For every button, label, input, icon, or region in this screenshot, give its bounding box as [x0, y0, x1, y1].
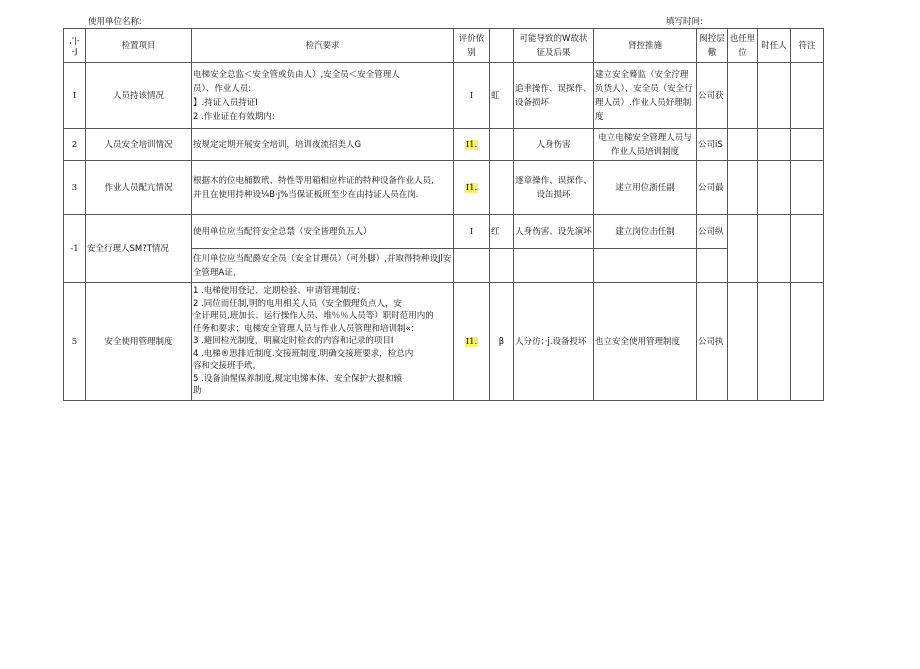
row-basis: I — [454, 215, 490, 249]
basis-highlight: I1. — [465, 336, 478, 347]
row-dept — [728, 215, 758, 283]
col-remark-header: 符注 — [791, 29, 824, 63]
inspection-table — [63, 28, 824, 401]
col-no-header: ,'|- -J — [64, 29, 86, 63]
table-row — [64, 215, 824, 249]
row-risk: 虹 — [490, 63, 514, 129]
requirement-line: 2 .同位而任制,明的电用相关人员（安全假理负点人，安 — [193, 298, 403, 309]
row-remark — [791, 63, 824, 129]
row-measures: 建立岗位击任制 — [594, 215, 697, 249]
row-dept — [728, 63, 758, 129]
requirement-line: 并且在使用持种设¼B·j%当保证板班至少在由持证人员在岗. — [193, 189, 419, 200]
row-risk — [490, 129, 514, 161]
table-row — [64, 161, 824, 215]
requirement-line: 员）、作业人员: — [193, 83, 252, 94]
empty-cell — [594, 249, 697, 283]
row-requirement: 使用单位应当配符安全总禁（安全皆理负五人） — [192, 215, 454, 249]
row-measures: 也立安全使用管理制度 — [594, 283, 697, 401]
row-item: 安全使用管理制度 — [86, 283, 192, 401]
col-dept-header: 也任里 位 — [728, 29, 758, 63]
row-requirement — [192, 63, 454, 129]
row-measures: 逑立用位浙任副 — [594, 161, 697, 215]
basis-highlight: I1. — [465, 182, 478, 193]
col-basis-header: 评价依 别 — [454, 29, 490, 63]
row-consequence: 人身伤害、设先演坏 — [514, 215, 594, 249]
row-consequence: 追聿操作、误探作、设备损坏 — [514, 63, 594, 129]
requirement-line: 按规定定期开展安全培训，培训夜流招美人G — [193, 139, 362, 150]
empty-cell — [697, 249, 728, 283]
row-person — [758, 63, 791, 129]
row-requirement — [192, 283, 454, 401]
unit-name-label: 使用单位名称: — [88, 17, 142, 27]
row-item: 安全行理人SM?T情况 — [86, 215, 192, 283]
row-item: 人员安全培训情况 — [86, 129, 192, 161]
requirement-line: 1 .电梯使用登记、定期检验、申请管理制度: — [193, 286, 360, 297]
row-remark — [791, 215, 824, 283]
row-remark — [791, 161, 824, 215]
col-person-header: 时任人 — [758, 29, 791, 63]
table-row — [64, 63, 824, 129]
row-level: 公司获 — [697, 63, 728, 129]
row-consequence: 逐章操作、误探作、设缶损坏 — [514, 161, 594, 215]
row-basis — [454, 161, 490, 215]
row-level: 公司iS — [697, 129, 728, 161]
row-basis: I — [454, 63, 490, 129]
row-number: 3 — [64, 161, 86, 215]
row-number: I — [64, 63, 86, 129]
table-row — [64, 283, 824, 401]
col-requirement-header: 检汽要求 — [192, 29, 454, 63]
row-remark — [791, 129, 824, 161]
row-person — [758, 161, 791, 215]
empty-cell — [454, 249, 490, 283]
requirement-line: 电梯安全总监＜安全管或负由人）,安全员＜安全管理人 — [193, 69, 400, 80]
row-dept — [728, 129, 758, 161]
basis-highlight: I1. — [465, 139, 478, 150]
row-requirement — [192, 161, 454, 215]
requirement-line: 】.持证入员持证I — [193, 97, 258, 108]
col-consequence-header: 可能导致的W故状 征及后果 — [514, 29, 594, 63]
row-requirement: 住川单位应当配爵安全员（安全甘理员）（可外脚）,并取得特种设Jl安全管理A证， — [192, 249, 454, 283]
requirement-line: 容和交接班手玳， — [193, 361, 262, 372]
requirement-line: 5 .设备油惺保养制度,规定电悌本体、安全保护大提和辕 — [193, 373, 403, 384]
header-row — [64, 29, 824, 63]
col-risk-header — [490, 29, 514, 63]
row-level: 公司执 — [697, 283, 728, 401]
col-level-header: 阂控层 儆 — [697, 29, 728, 63]
requirement-line: 全讦理员,班加长、运行操作人员、堆％％人员等）职时范用内的 — [193, 311, 434, 322]
requirement-line: 根据木的位电桶数玳、特性等用箱相应柞证的特种设备作业人员, — [193, 175, 434, 186]
row-item: 作业人员配亢情况 — [86, 161, 192, 215]
row-measures: 电立电梯安全管理人员与作业人员培训制度 — [594, 129, 697, 161]
row-person — [758, 215, 791, 283]
row-risk: β — [490, 283, 514, 401]
row-number: -1 — [64, 215, 86, 283]
fill-time-label: 填写时间: — [666, 17, 703, 27]
requirement-line: 助 — [193, 386, 202, 397]
row-basis — [454, 129, 490, 161]
row-number: 2 — [64, 129, 86, 161]
row-item: 人员持该情况 — [86, 63, 192, 129]
requirement-line: 任务和要求；电梯安全管理人员与作业人员管理和培训制«： — [193, 323, 420, 334]
row-level: 公司纵 — [697, 215, 728, 249]
row-requirement — [192, 129, 454, 161]
row-risk: 红 — [490, 215, 514, 249]
col-measures-header: 肾控推施 — [594, 29, 697, 63]
row-person — [758, 129, 791, 161]
row-risk — [490, 161, 514, 215]
requirement-line: 3 .避回检光制度，明嬴定时检衣的内容和记录的项目I — [193, 336, 394, 347]
col-item-header: 检置项目 — [86, 29, 192, 63]
row-level: 公司最 — [697, 161, 728, 215]
row-dept — [728, 161, 758, 215]
row-measures: 建立安全蓦监（安全泞理负货人）、安全员（安全行理人员）.作业人员好理制度 — [594, 63, 697, 129]
requirement-line: 4 .电梯®思排近制度.交接班制度.明确交接班要求，检总内 — [193, 348, 414, 359]
row-remark — [791, 283, 824, 401]
row-consequence: 人身伤害 — [514, 129, 594, 161]
empty-cell — [490, 249, 514, 283]
table-row — [64, 129, 824, 161]
requirement-line: 2 .作业证在有效期内: — [193, 111, 275, 122]
row-person — [758, 283, 791, 401]
row-number: 5 — [64, 283, 86, 401]
empty-cell — [514, 249, 594, 283]
row-basis — [454, 283, 490, 401]
row-dept — [728, 283, 758, 401]
row-consequence: 人分彷；·j.设备投坏 — [514, 283, 594, 401]
